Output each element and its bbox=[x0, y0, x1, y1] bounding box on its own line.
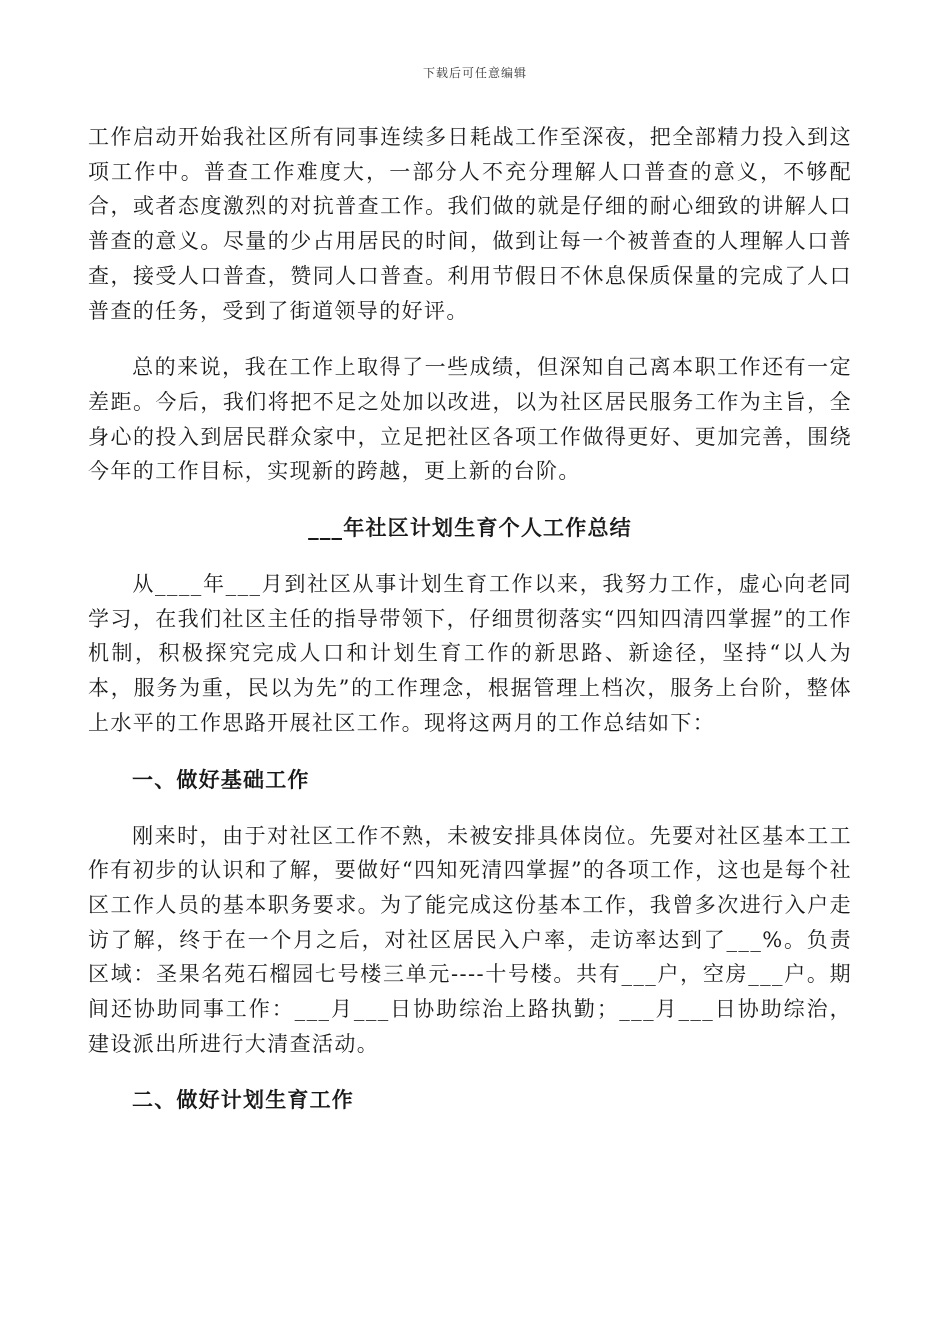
paragraph-summary bbox=[88, 350, 852, 489]
paragraph-work-launch: 工作启动开始我社区所有同事连续多日耗战工作至深夜，把全部精力投入到这项工作中。普查工作难度大，一部分人不充分理解人口普查的意义，不够配合，或者态度激烈的对抗普查工作。我们做的就是仔细的耐心细致的讲解人口普查的意义。尽量的少占用居民的时间，做到让每一个被普查的人理解人口普查，接受人口普查，赞同人口普查。利用节假日不休息保质保量的完成了人口普查的任务，受到了街道领导的好评。 bbox=[88, 125, 852, 323]
paragraph-intro-text: 从____年___月到社区从事计划生育工作以来，我努力工作，虚心向老同学习，在我们社区主任的指导带领下，仔细贯彻落实“四知四清四掌握”的工作机制，积极探究完成人口和计划生育工作的新思路、新途径，坚持“以人为本，服务为重，民以为先”的工作理念，根据管理上档次，服务上台阶，整体上水平的工作思路开展社区工作。现将这两月的工作总结如下： bbox=[88, 572, 852, 735]
heading-family-planning: 二、做好计划生育工作 bbox=[132, 1087, 354, 1113]
section-title: ___年社区计划生育个人工作总结 bbox=[308, 515, 632, 541]
paragraph-intro bbox=[88, 567, 852, 741]
paragraph-basic-work bbox=[88, 819, 852, 1062]
paragraph-basic-work-text: 刚来时，由于对社区工作不熟，未被安排具体岗位。先要对社区基本工工作有初步的认识和了解，要做好“四知死清四掌握”的各项工作，这也是每个社区工作人员的基本职务要求。为了能完成这份基本工作，我曾多次进行入户走访了解，终于在一个月之后，对社区居民入户率，走访率达到了___%。负责区域：圣果名苑石榴园七号楼三单元----十号楼。共有___户，空房___户。期间还协助同事工作：___月___日协助综治上路执勤；___月___日协助综治，建设派出所进行大清查活动。 bbox=[88, 823, 852, 1056]
paragraph-summary-text: 总的来说，我在工作上取得了一些成绩，但深知自己离本职工作还有一定差距。今后，我们将把不足之处加以改进，以为社区居民服务工作为主旨，全身心的投入到居民群众家中，立足把社区各项工作做得更好、更加完善，围绕今年的工作目标，实现新的跨越，更上新的台阶。 bbox=[88, 355, 852, 484]
document-body bbox=[88, 120, 852, 1139]
heading-basic-work: 一、做好基础工作 bbox=[132, 766, 310, 792]
header-note: 下载后可任意编辑 bbox=[422, 66, 527, 80]
